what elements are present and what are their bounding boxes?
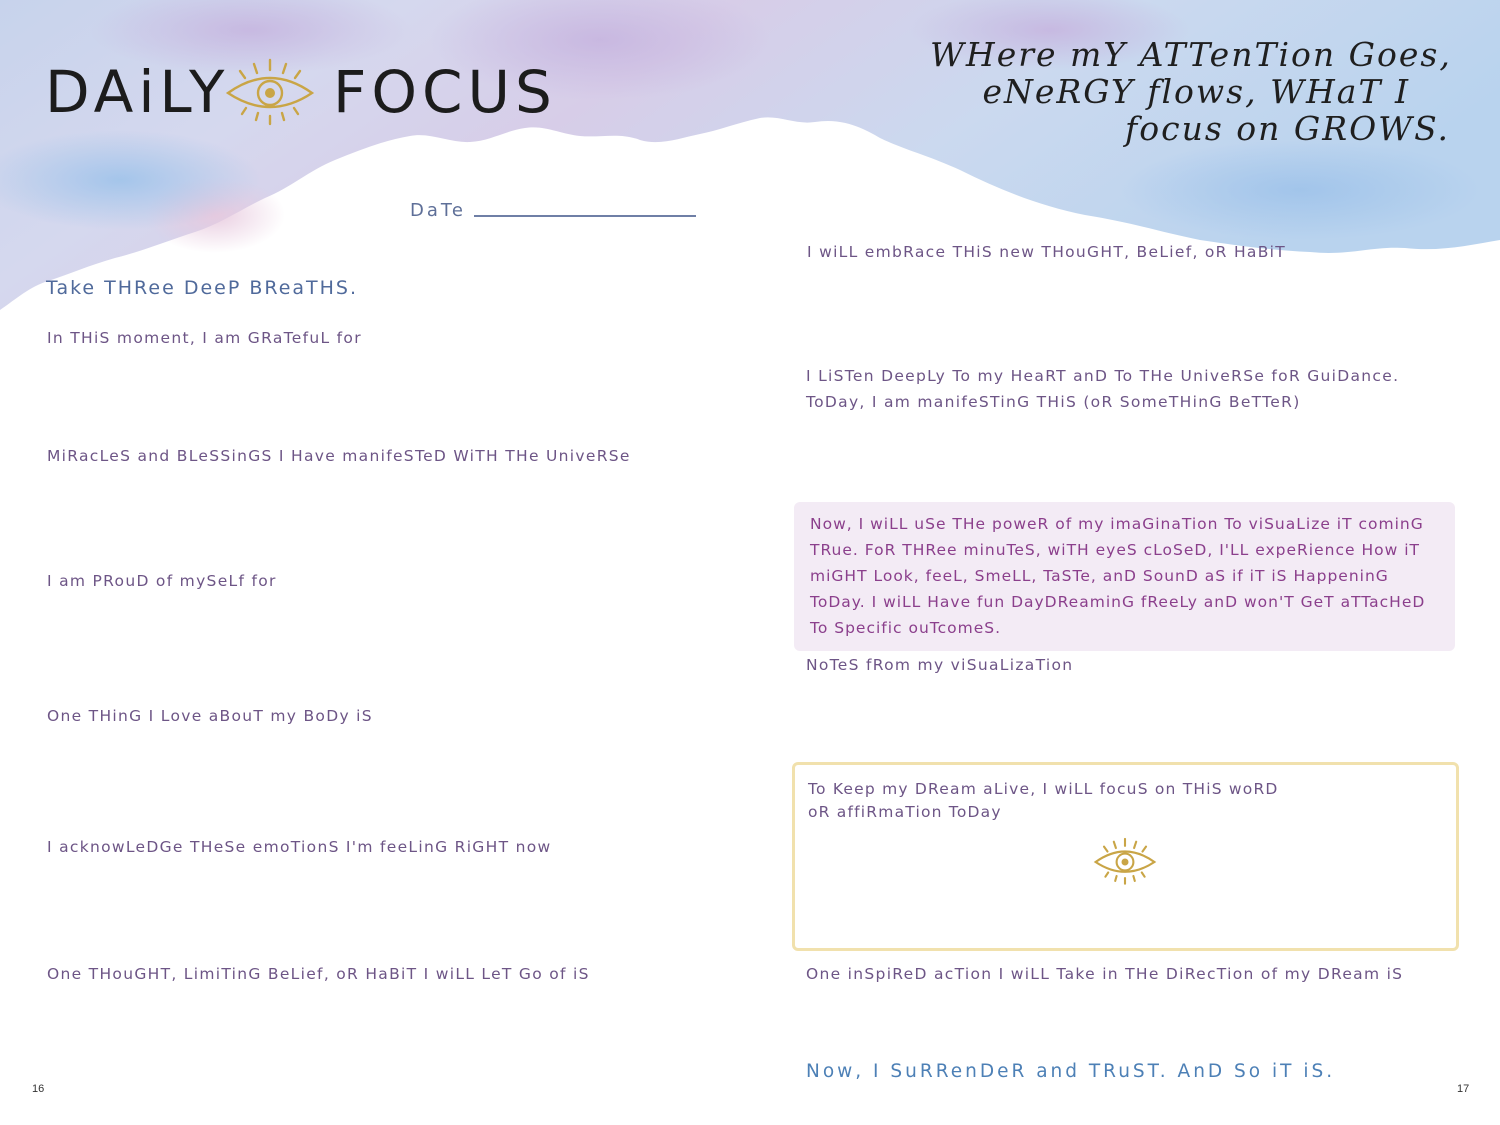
affirmation-prompt xyxy=(808,778,1428,824)
prompt-miracles: MiRacLeS and BLeSSinGS I Have manifeSTeD WiTH THe UniveRSe xyxy=(47,447,631,465)
date-label: DaTe xyxy=(410,200,466,221)
prompt-action: One inSpiReD acTion I wiLL Take in THe DiRecTion of my DReam iS xyxy=(806,965,1404,983)
prompt-listen xyxy=(806,363,1399,415)
visualization-text: Now, I wiLL uSe THe poweR of my imaGinaTion To viSuaLize iT cominG TRue. FoR THRee minuTeS, wiTH eyeS cLoSeD, I'LL expeRience How iT miGHT Look, feeL, SmeLL, TaSTe, anD SounD aS if iT iS HappeninG ToDay. I wiLL Have fun DayDReaminG fReeLy anD won'T GeT aTTacHeD To Specific ouTcomeS. xyxy=(810,515,1426,637)
prompt-body: One THinG I Love aBouT my BoDy iS xyxy=(47,707,373,725)
prompt-emotions: I acknowLeDGe THeSe emoTionS I'm feeLinG RiGHT now xyxy=(47,838,552,856)
eye-icon xyxy=(1090,836,1160,888)
quote-line: WHere mY ATTenTion Goes, xyxy=(930,35,1452,74)
eye-icon xyxy=(220,58,320,128)
page-number-right: 17 xyxy=(1457,1083,1470,1095)
title-word-daily: DAiLY xyxy=(45,58,230,126)
prompt-listen-line1: I LiSTen DeepLy To my HeaRT anD To THe UniveRSe foR GuiDance. xyxy=(806,367,1400,385)
page-title xyxy=(45,58,557,126)
quote-line: focus on GROWS. xyxy=(1125,109,1450,148)
date-field[interactable] xyxy=(474,215,696,217)
prompt-notes: NoTeS fRom my viSuaLizaTion xyxy=(806,656,1074,674)
prompt-embrace: I wiLL embRace THiS new THouGHT, BeLief, oR HaBiT xyxy=(807,243,1287,261)
quote-line: eNeRGY flows, WHaT I xyxy=(982,72,1410,111)
prompt-grateful: In THiS moment, I am GRaTefuL for xyxy=(47,329,362,347)
intro-text: Take THRee DeeP BReaTHS. xyxy=(46,277,359,299)
title-word-focus: FOCUS xyxy=(333,58,557,126)
prompt-proud: I am PRouD of mySeLf for xyxy=(47,572,277,590)
closing-affirmation: Now, I SuRRenDeR and TRuST. AnD So iT iS. xyxy=(806,1061,1336,1082)
affirmation-line1: To Keep my DReam aLive, I wiLL focuS on THiS woRD xyxy=(808,780,1279,798)
affirmation-line2: oR affiRmaTion ToDay xyxy=(808,803,1002,821)
header-quote xyxy=(930,36,1450,147)
prompt-listen-line2: ToDay, I am manifeSTinG THiS (oR SomeTHinG BeTTeR) xyxy=(806,393,1301,411)
page-number-left: 16 xyxy=(32,1083,45,1095)
prompt-let-go: One THouGHT, LimiTinG BeLief, oR HaBiT I wiLL LeT Go of iS xyxy=(47,965,590,983)
